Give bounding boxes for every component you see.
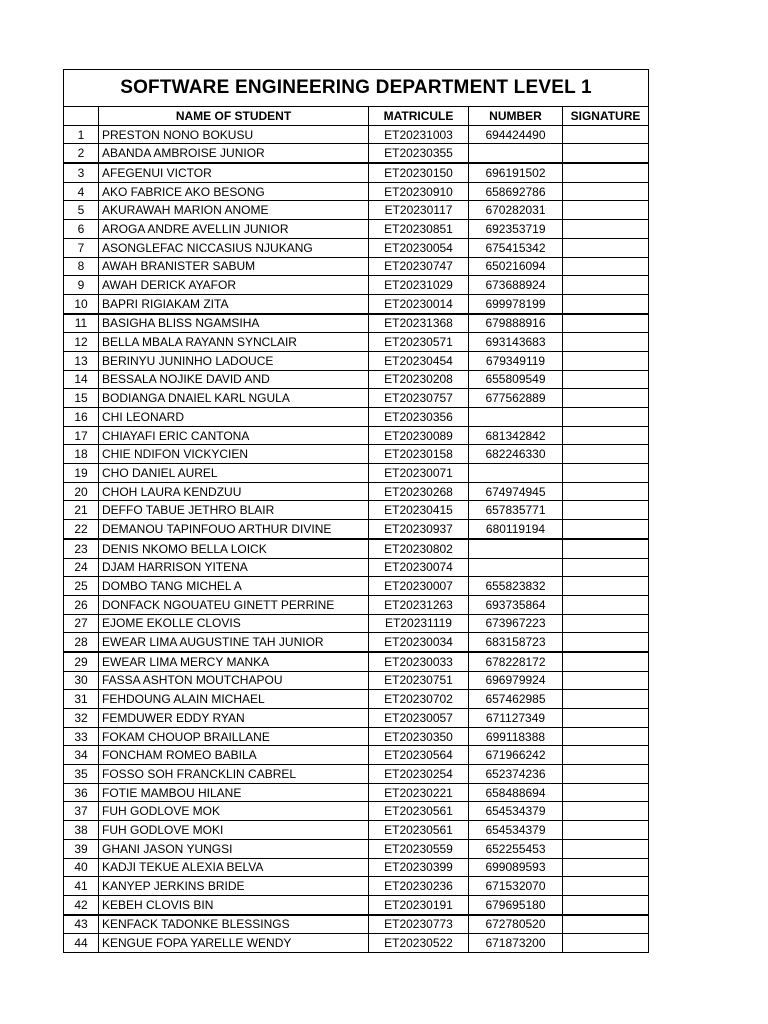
student-phone-number: 693735864 — [469, 595, 563, 614]
student-list-table — [63, 69, 649, 953]
header-number: NUMBER — [469, 107, 563, 126]
student-matricule: ET20231368 — [369, 314, 469, 333]
signature-cell — [563, 727, 649, 746]
student-name: BERINYU JUNINHO LADOUCE — [99, 351, 369, 370]
signature-cell — [563, 839, 649, 858]
student-phone-number: 673967223 — [469, 614, 563, 633]
table-row — [64, 238, 649, 257]
row-number: 19 — [64, 464, 99, 483]
student-matricule: ET20230571 — [369, 333, 469, 352]
signature-cell — [563, 445, 649, 464]
table-row — [64, 915, 649, 934]
signature-cell — [563, 144, 649, 163]
student-matricule: ET20230757 — [369, 389, 469, 408]
student-phone-number: 671966242 — [469, 746, 563, 765]
table-row — [64, 595, 649, 614]
row-number: 33 — [64, 727, 99, 746]
student-matricule: ET20230564 — [369, 746, 469, 765]
student-matricule: ET20230350 — [369, 727, 469, 746]
table-row — [64, 351, 649, 370]
table-row — [64, 633, 649, 652]
table-row — [64, 558, 649, 577]
table-row — [64, 482, 649, 501]
student-phone-number: 672780520 — [469, 915, 563, 934]
student-name: PRESTON NONO BOKUSU — [99, 125, 369, 144]
table-row — [64, 501, 649, 520]
student-phone-number: 657462985 — [469, 690, 563, 709]
signature-cell — [563, 577, 649, 596]
table-row — [64, 727, 649, 746]
student-name: FASSA ASHTON MOUTCHAPOU — [99, 671, 369, 690]
signature-cell — [563, 802, 649, 821]
signature-cell — [563, 746, 649, 765]
signature-cell — [563, 294, 649, 313]
signature-cell — [563, 464, 649, 483]
signature-cell — [563, 370, 649, 389]
signature-cell — [563, 426, 649, 445]
student-matricule: ET20230910 — [369, 182, 469, 201]
student-name: BAPRI RIGIAKAM ZITA — [99, 294, 369, 313]
signature-cell — [563, 652, 649, 671]
row-number: 9 — [64, 276, 99, 295]
student-phone-number — [469, 558, 563, 577]
student-name: KENGUE FOPA YARELLE WENDY — [99, 934, 369, 953]
row-number: 43 — [64, 915, 99, 934]
table-row — [64, 652, 649, 671]
student-name: ABANDA AMBROISE JUNIOR — [99, 144, 369, 163]
page-title: SOFTWARE ENGINEERING DEPARTMENT LEVEL 1 — [64, 70, 649, 107]
student-phone-number: 683158723 — [469, 633, 563, 652]
signature-cell — [563, 539, 649, 558]
student-matricule: ET20230158 — [369, 445, 469, 464]
signature-cell — [563, 783, 649, 802]
row-number: 1 — [64, 125, 99, 144]
signature-cell — [563, 125, 649, 144]
signature-cell — [563, 690, 649, 709]
student-matricule: ET20230702 — [369, 690, 469, 709]
student-name: FUH GODLOVE MOKI — [99, 821, 369, 840]
student-name: AWAH DERICK AYAFOR — [99, 276, 369, 295]
student-matricule: ET20230522 — [369, 934, 469, 953]
row-number: 25 — [64, 577, 99, 596]
student-name: FEMDUWER EDDY RYAN — [99, 709, 369, 728]
row-number: 21 — [64, 501, 99, 520]
table-row — [64, 426, 649, 445]
table-row — [64, 294, 649, 313]
student-matricule: ET20230254 — [369, 765, 469, 784]
student-name: FOTIE MAMBOU HILANE — [99, 783, 369, 802]
student-matricule: ET20230399 — [369, 858, 469, 877]
row-number: 8 — [64, 257, 99, 276]
row-number: 11 — [64, 314, 99, 333]
student-name: FONCHAM ROMEO BABILA — [99, 746, 369, 765]
student-phone-number: 671127349 — [469, 709, 563, 728]
student-name: DEFFO TABUE JETHRO BLAIR — [99, 501, 369, 520]
student-matricule: ET20230751 — [369, 671, 469, 690]
student-phone-number: 681342842 — [469, 426, 563, 445]
signature-cell — [563, 201, 649, 220]
student-matricule: ET20230054 — [369, 238, 469, 257]
student-name: FEHDOUNG ALAIN MICHAEL — [99, 690, 369, 709]
student-phone-number: 693143683 — [469, 333, 563, 352]
row-number: 30 — [64, 671, 99, 690]
student-matricule: ET20231003 — [369, 125, 469, 144]
student-matricule: ET20230802 — [369, 539, 469, 558]
student-phone-number: 677562889 — [469, 389, 563, 408]
student-name: DEMANOU TAPINFOUO ARTHUR DIVINE — [99, 520, 369, 539]
student-matricule: ET20230356 — [369, 408, 469, 427]
student-name: EWEAR LIMA AUGUSTINE TAH JUNIOR — [99, 633, 369, 652]
student-name: CHIAYAFI ERIC CANTONA — [99, 426, 369, 445]
row-number: 14 — [64, 370, 99, 389]
student-name: CHO DANIEL AUREL — [99, 464, 369, 483]
student-matricule: ET20231029 — [369, 276, 469, 295]
row-number: 4 — [64, 182, 99, 201]
student-name: FOSSO SOH FRANCKLIN CABREL — [99, 765, 369, 784]
table-row — [64, 201, 649, 220]
student-matricule: ET20230074 — [369, 558, 469, 577]
student-name: BASIGHA BLISS NGAMSIHA — [99, 314, 369, 333]
signature-cell — [563, 276, 649, 295]
student-phone-number: 680119194 — [469, 520, 563, 539]
table-row — [64, 445, 649, 464]
student-phone-number: 675415342 — [469, 238, 563, 257]
signature-cell — [563, 351, 649, 370]
student-name: DOMBO TANG MICHEL A — [99, 577, 369, 596]
student-name: AKO FABRICE AKO BESONG — [99, 182, 369, 201]
student-phone-number: 658488694 — [469, 783, 563, 802]
table-row — [64, 690, 649, 709]
row-number: 36 — [64, 783, 99, 802]
row-number: 28 — [64, 633, 99, 652]
signature-cell — [563, 858, 649, 877]
student-phone-number: 696979924 — [469, 671, 563, 690]
row-number: 35 — [64, 765, 99, 784]
student-phone-number: 650216094 — [469, 257, 563, 276]
signature-cell — [563, 614, 649, 633]
student-phone-number: 654534379 — [469, 802, 563, 821]
row-number: 12 — [64, 333, 99, 352]
title-row — [64, 70, 649, 107]
student-matricule: ET20230007 — [369, 577, 469, 596]
signature-cell — [563, 633, 649, 652]
student-name: AROGA ANDRE AVELLIN JUNIOR — [99, 220, 369, 239]
student-phone-number: 679349119 — [469, 351, 563, 370]
row-number: 13 — [64, 351, 99, 370]
student-matricule: ET20230355 — [369, 144, 469, 163]
student-name: KEBEH CLOVIS BIN — [99, 895, 369, 914]
row-number: 10 — [64, 294, 99, 313]
student-phone-number: 673688924 — [469, 276, 563, 295]
table-row — [64, 314, 649, 333]
table-row — [64, 746, 649, 765]
row-number: 37 — [64, 802, 99, 821]
header-signature: SIGNATURE — [563, 107, 649, 126]
student-matricule: ET20230561 — [369, 821, 469, 840]
student-matricule: ET20231119 — [369, 614, 469, 633]
student-name: KANYEP JERKINS BRIDE — [99, 877, 369, 896]
table-row — [64, 821, 649, 840]
table-row — [64, 144, 649, 163]
student-phone-number: 692353719 — [469, 220, 563, 239]
student-phone-number: 699118388 — [469, 727, 563, 746]
student-phone-number: 655809549 — [469, 370, 563, 389]
table-row — [64, 389, 649, 408]
student-phone-number — [469, 408, 563, 427]
student-phone-number: 699089593 — [469, 858, 563, 877]
student-phone-number: 658692786 — [469, 182, 563, 201]
student-name: CHIE NDIFON VICKYCIEN — [99, 445, 369, 464]
student-matricule: ET20230221 — [369, 783, 469, 802]
row-number: 7 — [64, 238, 99, 257]
signature-cell — [563, 520, 649, 539]
student-phone-number: 671532070 — [469, 877, 563, 896]
student-name: CHI LEONARD — [99, 408, 369, 427]
header-matricule: MATRICULE — [369, 107, 469, 126]
signature-cell — [563, 558, 649, 577]
signature-cell — [563, 182, 649, 201]
student-name: ASONGLEFAC NICCASIUS NJUKANG — [99, 238, 369, 257]
signature-cell — [563, 765, 649, 784]
student-phone-number: 679695180 — [469, 895, 563, 914]
student-name: AFEGENUI VICTOR — [99, 163, 369, 182]
student-phone-number — [469, 539, 563, 558]
student-phone-number: 699978199 — [469, 294, 563, 313]
signature-cell — [563, 314, 649, 333]
table-row — [64, 370, 649, 389]
signature-cell — [563, 877, 649, 896]
table-row — [64, 765, 649, 784]
row-number: 17 — [64, 426, 99, 445]
table-row — [64, 709, 649, 728]
row-number: 5 — [64, 201, 99, 220]
table-row — [64, 671, 649, 690]
signature-cell — [563, 501, 649, 520]
student-name: KADJI TEKUE ALEXIA BELVA — [99, 858, 369, 877]
header-name: NAME OF STUDENT — [99, 107, 369, 126]
student-phone-number: 671873200 — [469, 934, 563, 953]
row-number: 20 — [64, 482, 99, 501]
table-row — [64, 408, 649, 427]
student-phone-number — [469, 464, 563, 483]
student-name: FOKAM CHOUOP BRAILLANE — [99, 727, 369, 746]
table-row — [64, 934, 649, 953]
row-number: 18 — [64, 445, 99, 464]
signature-cell — [563, 821, 649, 840]
student-name: EJOME EKOLLE CLOVIS — [99, 614, 369, 633]
table-row — [64, 276, 649, 295]
table-row — [64, 182, 649, 201]
table-row — [64, 577, 649, 596]
table-row — [64, 895, 649, 914]
student-phone-number: 670282031 — [469, 201, 563, 220]
student-name: GHANI JASON YUNGSI — [99, 839, 369, 858]
row-number: 34 — [64, 746, 99, 765]
signature-cell — [563, 408, 649, 427]
table-row — [64, 333, 649, 352]
table-row — [64, 125, 649, 144]
row-number: 39 — [64, 839, 99, 858]
student-matricule: ET20230033 — [369, 652, 469, 671]
student-phone-number: 657835771 — [469, 501, 563, 520]
signature-cell — [563, 257, 649, 276]
student-name: DENIS NKOMO BELLA LOICK — [99, 539, 369, 558]
student-name: EWEAR LIMA MERCY MANKA — [99, 652, 369, 671]
row-number: 26 — [64, 595, 99, 614]
row-number: 38 — [64, 821, 99, 840]
student-matricule: ET20230268 — [369, 482, 469, 501]
table-row — [64, 858, 649, 877]
student-matricule: ET20230208 — [369, 370, 469, 389]
student-name: BODIANGA DNAIEL KARL NGULA — [99, 389, 369, 408]
student-matricule: ET20230150 — [369, 163, 469, 182]
signature-cell — [563, 220, 649, 239]
table-row — [64, 464, 649, 483]
student-matricule: ET20230117 — [369, 201, 469, 220]
student-matricule: ET20230236 — [369, 877, 469, 896]
student-phone-number: 682246330 — [469, 445, 563, 464]
row-number: 6 — [64, 220, 99, 239]
signature-cell — [563, 934, 649, 953]
table-row — [64, 257, 649, 276]
table-row — [64, 877, 649, 896]
table-row — [64, 220, 649, 239]
signature-cell — [563, 389, 649, 408]
student-phone-number: 652374236 — [469, 765, 563, 784]
student-matricule: ET20230747 — [369, 257, 469, 276]
header-row — [64, 107, 649, 126]
row-number: 3 — [64, 163, 99, 182]
student-matricule: ET20230415 — [369, 501, 469, 520]
student-phone-number: 655823832 — [469, 577, 563, 596]
signature-cell — [563, 895, 649, 914]
student-name: CHOH LAURA KENDZUU — [99, 482, 369, 501]
student-matricule: ET20230937 — [369, 520, 469, 539]
signature-cell — [563, 595, 649, 614]
student-phone-number: 654534379 — [469, 821, 563, 840]
table-row — [64, 614, 649, 633]
student-matricule: ET20230089 — [369, 426, 469, 445]
student-name: DJAM HARRISON YITENA — [99, 558, 369, 577]
student-phone-number: 674974945 — [469, 482, 563, 501]
student-matricule: ET20230071 — [369, 464, 469, 483]
signature-cell — [563, 238, 649, 257]
student-matricule: ET20230773 — [369, 915, 469, 934]
student-matricule: ET20231263 — [369, 595, 469, 614]
header-sn — [64, 107, 99, 126]
row-number: 40 — [64, 858, 99, 877]
table-row — [64, 539, 649, 558]
table-row — [64, 839, 649, 858]
signature-cell — [563, 915, 649, 934]
row-number: 32 — [64, 709, 99, 728]
row-number: 2 — [64, 144, 99, 163]
student-name: FUH GODLOVE MOK — [99, 802, 369, 821]
student-phone-number: 694424490 — [469, 125, 563, 144]
student-name: BESSALA NOJIKE DAVID AND — [99, 370, 369, 389]
table-row — [64, 520, 649, 539]
student-matricule: ET20230559 — [369, 839, 469, 858]
signature-cell — [563, 333, 649, 352]
student-matricule: ET20230454 — [369, 351, 469, 370]
row-number: 16 — [64, 408, 99, 427]
row-number: 41 — [64, 877, 99, 896]
row-number: 42 — [64, 895, 99, 914]
table-row — [64, 163, 649, 182]
row-number: 27 — [64, 614, 99, 633]
student-matricule: ET20230057 — [369, 709, 469, 728]
student-name: AWAH BRANISTER SABUM — [99, 257, 369, 276]
student-matricule: ET20230191 — [369, 895, 469, 914]
row-number: 24 — [64, 558, 99, 577]
row-number: 44 — [64, 934, 99, 953]
student-name: KENFACK TADONKE BLESSINGS — [99, 915, 369, 934]
row-number: 31 — [64, 690, 99, 709]
student-phone-number — [469, 144, 563, 163]
student-phone-number: 678228172 — [469, 652, 563, 671]
student-rows — [64, 125, 649, 952]
row-number: 22 — [64, 520, 99, 539]
signature-cell — [563, 709, 649, 728]
student-name: DONFACK NGOUATEU GINETT PERRINE — [99, 595, 369, 614]
row-number: 15 — [64, 389, 99, 408]
student-matricule: ET20230561 — [369, 802, 469, 821]
table-row — [64, 783, 649, 802]
table-row — [64, 802, 649, 821]
student-phone-number: 696191502 — [469, 163, 563, 182]
student-matricule: ET20230851 — [369, 220, 469, 239]
row-number: 23 — [64, 539, 99, 558]
student-matricule: ET20230014 — [369, 294, 469, 313]
signature-cell — [563, 482, 649, 501]
signature-cell — [563, 671, 649, 690]
student-matricule: ET20230034 — [369, 633, 469, 652]
student-phone-number: 652255453 — [469, 839, 563, 858]
student-name: AKURAWAH MARION ANOME — [99, 201, 369, 220]
row-number: 29 — [64, 652, 99, 671]
student-name: BELLA MBALA RAYANN SYNCLAIR — [99, 333, 369, 352]
signature-cell — [563, 163, 649, 182]
student-phone-number: 679888916 — [469, 314, 563, 333]
